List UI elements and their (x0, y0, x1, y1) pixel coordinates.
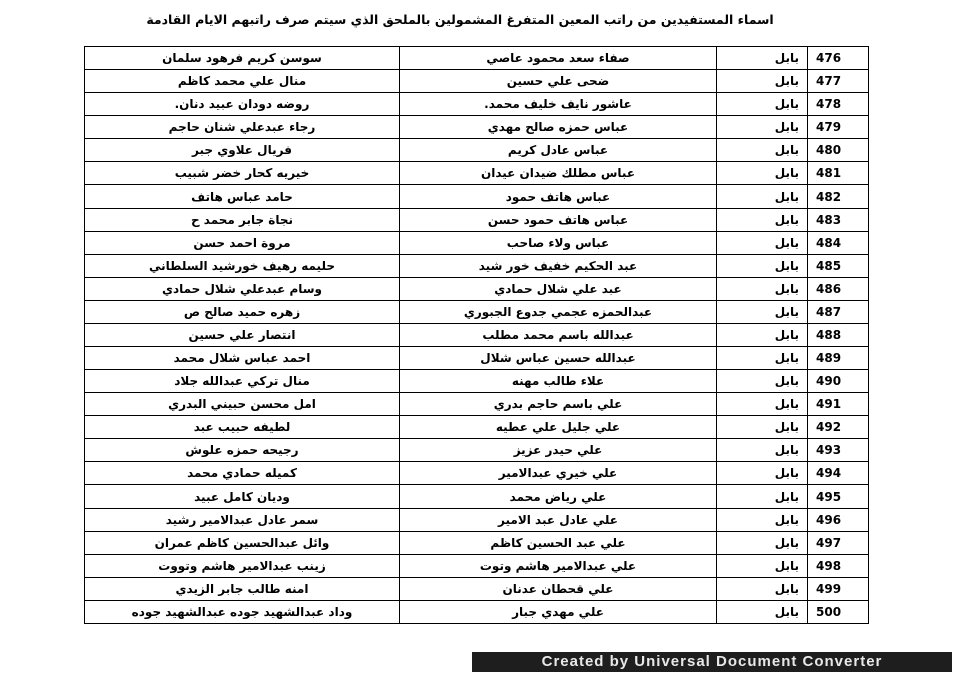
dependent-name-cell: رجيحه حمزه علوش (85, 439, 400, 462)
beneficiary-name-cell: علي عبد الحسين كاظم (400, 531, 717, 554)
row-number: 489 (808, 347, 869, 370)
table-row (85, 162, 869, 185)
row-number: 477 (808, 70, 869, 93)
table-row (85, 462, 869, 485)
governorate-cell: بابل (717, 439, 808, 462)
governorate-cell: بابل (717, 462, 808, 485)
dependent-name-cell: حامد عباس هاتف (85, 185, 400, 208)
document-title: اسماء المستفيدين من راتب المعين المتفرغ المشمولين بالملحق الذي سيتم صرف راتبهم الايام القادمة (146, 12, 774, 27)
row-number: 479 (808, 116, 869, 139)
governorate-cell: بابل (717, 485, 808, 508)
table-row (85, 185, 869, 208)
dependent-name-cell: حليمه رهيف خورشيد السلطاني (85, 254, 400, 277)
dependent-name-cell: وديان كامل عبيد (85, 485, 400, 508)
row-number: 492 (808, 416, 869, 439)
table-row (85, 323, 869, 346)
row-number: 485 (808, 254, 869, 277)
dependent-name-cell: لطيفه حبيب عبد (85, 416, 400, 439)
governorate-cell: بابل (717, 70, 808, 93)
row-number: 476 (808, 47, 869, 70)
row-number: 483 (808, 208, 869, 231)
governorate-cell: بابل (717, 231, 808, 254)
beneficiary-name-cell: علي قحطان عدنان (400, 577, 717, 600)
beneficiary-name-cell: علي رياض محمد (400, 485, 717, 508)
row-number: 480 (808, 139, 869, 162)
governorate-cell: بابل (717, 347, 808, 370)
dependent-name-cell: وداد عبدالشهيد جوده عبدالشهيد جوده (85, 600, 400, 623)
table-row (85, 139, 869, 162)
table-row (85, 600, 869, 623)
dependent-name-cell: وائل عبدالحسين كاظم عمران (85, 531, 400, 554)
row-number: 499 (808, 577, 869, 600)
table-row (85, 347, 869, 370)
beneficiary-name-cell: عاشور نايف خليف محمد. (400, 93, 717, 116)
dependent-name-cell: زهره حميد صالح ص (85, 300, 400, 323)
dependent-name-cell: امنه طالب جابر الزيدي (85, 577, 400, 600)
converter-watermark: Created by Universal Document Converter (472, 652, 952, 672)
governorate-cell: بابل (717, 416, 808, 439)
governorate-cell: بابل (717, 116, 808, 139)
row-number: 493 (808, 439, 869, 462)
beneficiary-name-cell: علي جليل علي عطيه (400, 416, 717, 439)
beneficiary-name-cell: علي عادل عبد الامير (400, 508, 717, 531)
row-number: 496 (808, 508, 869, 531)
row-number: 481 (808, 162, 869, 185)
beneficiary-name-cell: علاء طالب مهنه (400, 370, 717, 393)
governorate-cell: بابل (717, 577, 808, 600)
beneficiary-name-cell: علي عبدالامير هاشم وتوت (400, 554, 717, 577)
governorate-cell: بابل (717, 47, 808, 70)
row-number: 498 (808, 554, 869, 577)
dependent-name-cell: امل محسن حبيني البدري (85, 393, 400, 416)
table-row (85, 577, 869, 600)
table-row (85, 231, 869, 254)
dependent-name-cell: منال تركي عبدالله جلاد (85, 370, 400, 393)
beneficiary-name-cell: عباس عادل كريم (400, 139, 717, 162)
dependent-name-cell: سوسن كريم فرهود سلمان (85, 47, 400, 70)
governorate-cell: بابل (717, 531, 808, 554)
table-row (85, 300, 869, 323)
row-number: 495 (808, 485, 869, 508)
row-number: 487 (808, 300, 869, 323)
row-number: 497 (808, 531, 869, 554)
governorate-cell: بابل (717, 254, 808, 277)
row-number: 478 (808, 93, 869, 116)
beneficiary-name-cell: علي خيري عبدالامير (400, 462, 717, 485)
row-number: 482 (808, 185, 869, 208)
dependent-name-cell: سمر عادل عبدالامير رشيد (85, 508, 400, 531)
row-number: 486 (808, 277, 869, 300)
beneficiary-name-cell: عباس هاتف حمود حسن (400, 208, 717, 231)
table-row (85, 70, 869, 93)
table-row (85, 277, 869, 300)
beneficiary-name-cell: عبدالله حسين عباس شلال (400, 347, 717, 370)
dependent-name-cell: فريال علاوي جبر (85, 139, 400, 162)
beneficiaries-table (84, 46, 869, 624)
governorate-cell: بابل (717, 600, 808, 623)
governorate-cell: بابل (717, 185, 808, 208)
row-number: 491 (808, 393, 869, 416)
dependent-name-cell: وسام عبدعلي شلال حمادي (85, 277, 400, 300)
governorate-cell: بابل (717, 277, 808, 300)
table-body (85, 47, 869, 624)
row-number: 484 (808, 231, 869, 254)
table-row (85, 116, 869, 139)
table-row (85, 208, 869, 231)
table-row (85, 508, 869, 531)
beneficiary-name-cell: ضحى علي حسين (400, 70, 717, 93)
row-number: 488 (808, 323, 869, 346)
beneficiary-name-cell: علي باسم حاجم بدري (400, 393, 717, 416)
table-row (85, 93, 869, 116)
beneficiary-name-cell: علي حيدر عزيز (400, 439, 717, 462)
beneficiary-name-cell: علي مهدي جبار (400, 600, 717, 623)
governorate-cell: بابل (717, 300, 808, 323)
beneficiary-name-cell: عبدالله باسم محمد مطلب (400, 323, 717, 346)
governorate-cell: بابل (717, 393, 808, 416)
beneficiary-name-cell: عبدالحمزه عجمي جدوع الجبوري (400, 300, 717, 323)
beneficiary-name-cell: عبد الحكيم خفيف خور شيد (400, 254, 717, 277)
dependent-name-cell: نجاة جابر محمد ح (85, 208, 400, 231)
table-row (85, 485, 869, 508)
table-row (85, 531, 869, 554)
row-number: 490 (808, 370, 869, 393)
governorate-cell: بابل (717, 508, 808, 531)
beneficiary-name-cell: عباس مطلك ضيدان عيدان (400, 162, 717, 185)
dependent-name-cell: زينب عبدالامير هاشم وتووت (85, 554, 400, 577)
table-row (85, 254, 869, 277)
dependent-name-cell: منال علي محمد كاظم (85, 70, 400, 93)
dependent-name-cell: احمد عباس شلال محمد (85, 347, 400, 370)
beneficiary-name-cell: عباس ولاء صاحب (400, 231, 717, 254)
governorate-cell: بابل (717, 554, 808, 577)
table-row (85, 370, 869, 393)
beneficiary-name-cell: عباس هاتف حمود (400, 185, 717, 208)
table-row (85, 47, 869, 70)
dependent-name-cell: رجاء عبدعلي شنان حاجم (85, 116, 400, 139)
table-row (85, 554, 869, 577)
table-row (85, 416, 869, 439)
governorate-cell: بابل (717, 208, 808, 231)
dependent-name-cell: خيريه كحار خضر شبيب (85, 162, 400, 185)
governorate-cell: بابل (717, 162, 808, 185)
dependent-name-cell: روضه دودان عبيد دنان. (85, 93, 400, 116)
dependent-name-cell: كميله حمادي محمد (85, 462, 400, 485)
beneficiary-name-cell: صفاء سعد محمود عاصي (400, 47, 717, 70)
governorate-cell: بابل (717, 93, 808, 116)
row-number: 494 (808, 462, 869, 485)
dependent-name-cell: مروة احمد حسن (85, 231, 400, 254)
beneficiary-name-cell: عباس حمزه صالح مهدي (400, 116, 717, 139)
governorate-cell: بابل (717, 139, 808, 162)
governorate-cell: بابل (717, 323, 808, 346)
table-row (85, 439, 869, 462)
dependent-name-cell: انتصار علي حسين (85, 323, 400, 346)
beneficiary-name-cell: عبد علي شلال حمادي (400, 277, 717, 300)
row-number: 500 (808, 600, 869, 623)
table-row (85, 393, 869, 416)
governorate-cell: بابل (717, 370, 808, 393)
